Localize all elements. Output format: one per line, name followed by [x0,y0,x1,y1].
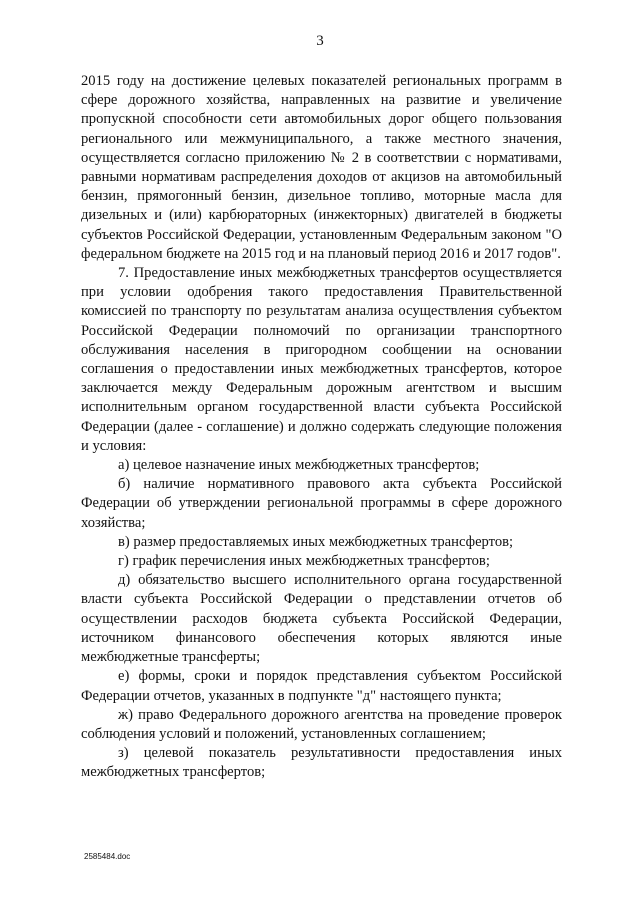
paragraph-continuation: 2015 году на достижение целевых показателей региональных программ в сфере дорожного хозяйства, направленных на развитие и увеличение пропускной способности сети автомобильных дорог общего пользования регионального или межмуниципального, а также местного значения, осуществляется согласно приложению № 2 в соответствии с нормативами, равными нормативам распределения доходов от акцизов на автомобильный бензин, прямогонный бензин, дизельное топливо, моторные масла для дизельных и (или) карбюраторных (инжекторных) двигателей в бюджеты субъектов Российской Федерации, установленным Федеральным законом "О федеральном бюджете на 2015 год и на плановый период 2016 и 2017 годов". [81,73,562,262]
subitem-g: г) график перечисления иных межбюджетных трансфертов; [118,553,490,570]
page-number: 3 [316,33,324,49]
subitem-d: д) обязательство высшего исполнительного органа государственной власти субъекта Российской Федерации о представлении отчетов об осуществлении расходов бюджета субъекта Российской Федерации, источником финансового обеспечения которых являются иные межбюджетные трансферты; [81,572,562,666]
subitem-v: в) размер предоставляемых иных межбюджетных трансфертов; [118,533,514,550]
document-filename: 2585484.doc [84,852,131,861]
subitem-b: б) наличие нормативного правового акта субъекта Российской Федерации об утверждении региональной программы в сфере дорожного хозяйства; [81,476,562,531]
subitem-a: а) целевое назначение иных межбюджетных трансфертов; [118,457,480,474]
subitem-zh: ж) право Федерального дорожного агентства на проведение проверок соблюдения условий и положений, установленных соглашением; [81,706,562,742]
document-body [81,72,562,783]
paragraph-item-7: 7. Предоставление иных межбюджетных трансфертов осуществляется при условии одобрения такого предоставления Правительственной комиссией по транспорту по результатам анализа осуществления субъектом Российской Федерации полномочий по организации транспортного обслуживания населения в пригородном сообщении на основании соглашения о предоставлении иных межбюджетных трансфертов, которое заключается между Федеральным дорожным агентством и высшим исполнительным органом государственной власти субъекта Российской Федерации (далее - соглашение) и должно содержать следующие положения и условия: [81,265,562,454]
subitem-z: з) целевой показатель результативности предоставления иных межбюджетных трансфертов; [81,745,562,781]
subitem-e: е) формы, сроки и порядок представления субъектом Российской Федерации отчетов, указанных в подпункте "д" настоящего пункта; [81,668,562,704]
